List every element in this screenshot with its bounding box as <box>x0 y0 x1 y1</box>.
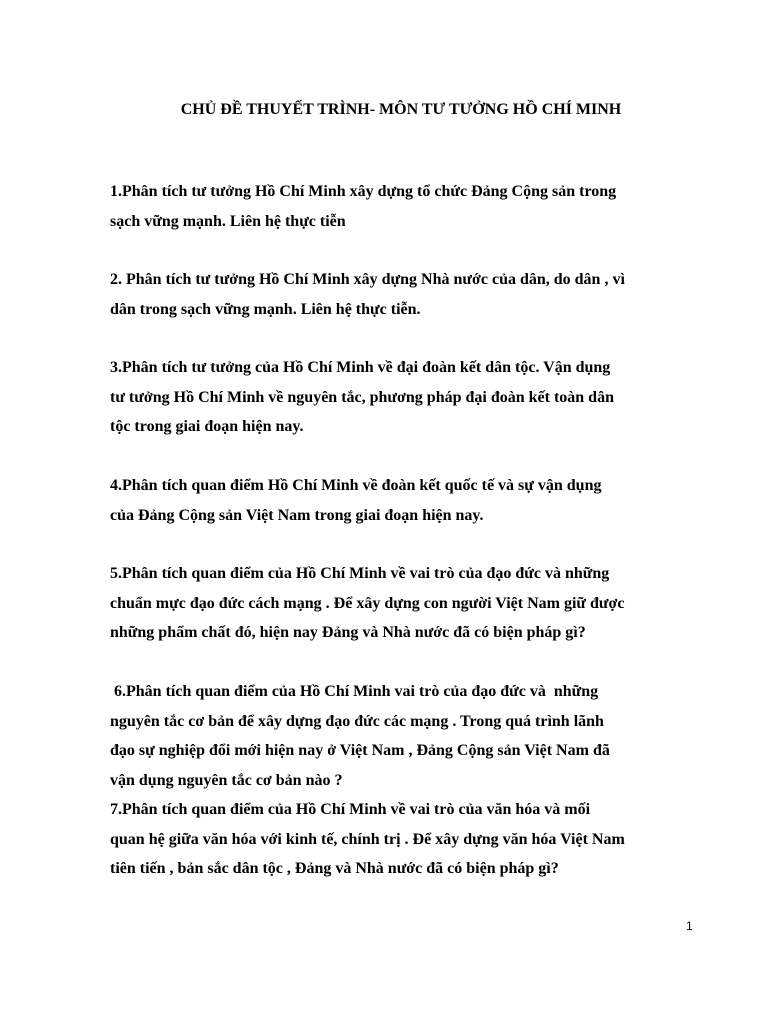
page-number: 1 <box>686 919 693 933</box>
topic-1 <box>110 177 695 236</box>
topic-5-line-2: chuẩn mực đạo đức cách mạng . Để xây dựng con người Việt Nam giữ được <box>110 594 625 612</box>
topic-2-line-2: dân trong sạch vững mạnh. Liên hệ thực tiễn. <box>110 300 421 318</box>
document-title: CHỦ ĐỀ THUYẾT TRÌNH- MÔN TƯ TƯỞNG HỒ CHÍ MINH <box>180 101 622 118</box>
topic-6 <box>110 677 695 795</box>
topic-4-line-2: của Đảng Cộng sản Việt Nam trong giai đoạn hiện nay. <box>110 506 484 524</box>
topic-3-line-3: tộc trong giai đoạn hiện nay. <box>110 418 304 435</box>
topic-7 <box>110 795 695 884</box>
topic-6-line-2: nguyên tắc cơ bản để xây dựng đạo đức các mạng . Trong quá trình lãnh <box>110 712 604 730</box>
topic-7-line-3: tiên tiến , bản sắc dân tộc , Đảng và Nhà nước đã có biện pháp gì? <box>110 860 559 877</box>
topic-7-line-2: quan hệ giữa văn hóa với kinh tế, chính trị . Để xây dựng văn hóa Việt Nam <box>110 830 625 848</box>
topic-6-line-4: vận dụng nguyên tắc cơ bản nào ? <box>110 771 343 789</box>
topic-4 <box>110 471 695 530</box>
topic-5 <box>110 559 695 648</box>
topic-1-line-2: sạch vững mạnh. Liên hệ thực tiễn <box>110 212 346 230</box>
topic-6-line-3: đạo sự nghiệp đổi mới hiện nay ở Việt Nam , Đảng Cộng sản Việt Nam đã <box>110 742 610 759</box>
topic-5-line-3: những phẩm chất đó, hiện nay Đảng và Nhà nước đã có biện pháp gì? <box>110 624 586 641</box>
topic-3-line-1: 3.Phân tích tư tưởng của Hồ Chí Minh về đại đoàn kết dân tộc. Vận dụng <box>110 359 611 376</box>
topic-4-line-1: 4.Phân tích quan điểm Hồ Chí Minh về đoàn kết quốc tế và sự vận dụng <box>110 477 602 494</box>
topic-1-line-1: 1.Phân tích tư tưởng Hồ Chí Minh xây dựng tổ chức Đảng Cộng sản trong <box>110 183 617 200</box>
topic-2-line-1: 2. Phân tích tư tưởng Hồ Chí Minh xây dựng Nhà nước của dân, do dân , vì <box>110 271 625 288</box>
topic-6-line-1: 6.Phân tích quan điểm của Hồ Chí Minh vai trò của đạo đức và những <box>110 683 599 700</box>
topic-3-line-2: tư tưởng Hồ Chí Minh về nguyên tắc, phương pháp đại đoàn kết toàn dân <box>110 388 614 406</box>
topic-7-line-1: 7.Phân tích quan điểm của Hồ Chí Minh về vai trò của văn hóa và mối <box>110 801 591 818</box>
topic-3 <box>110 353 695 442</box>
topic-2 <box>110 265 695 324</box>
topic-5-line-1: 5.Phân tích quan điểm của Hồ Chí Minh về vai trò của đạo đức và những <box>110 565 610 582</box>
